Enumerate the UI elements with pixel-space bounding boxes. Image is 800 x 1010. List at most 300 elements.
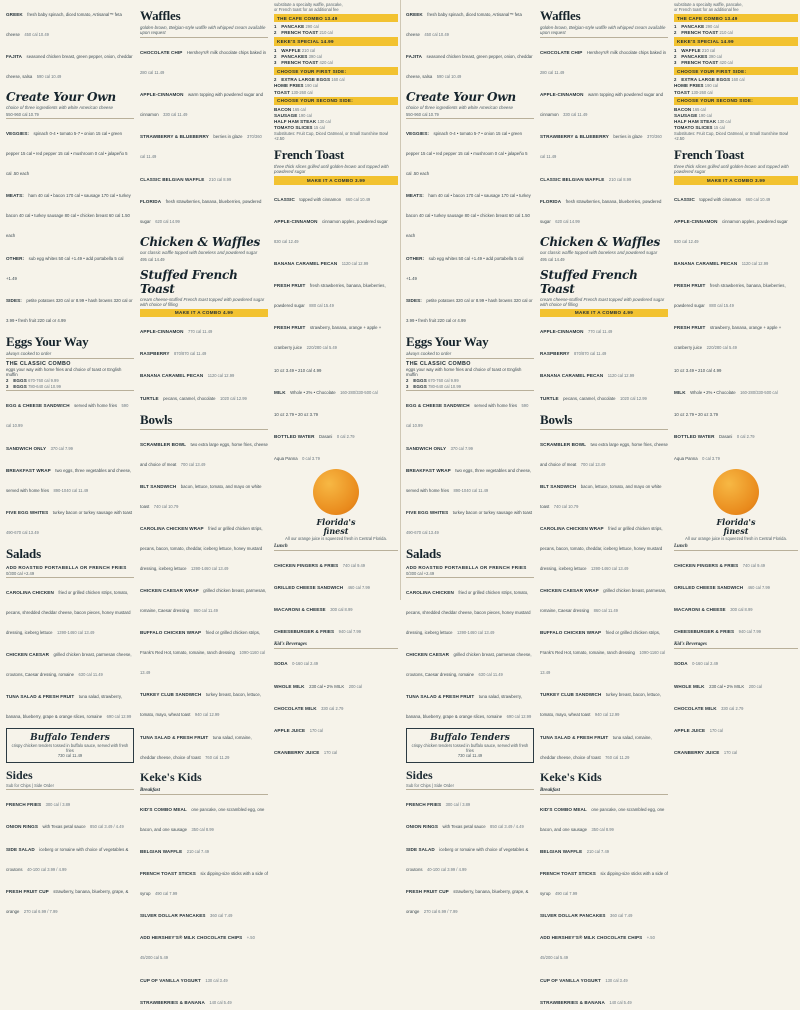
item-price: 590 cal 10.49	[36, 74, 62, 80]
top-item	[6, 44, 134, 84]
right-column-1	[406, 2, 534, 914]
item-name: STRAWBERRIES & BANANA	[140, 999, 205, 1005]
florida-line-1: Florida's	[716, 517, 756, 528]
item-desc: cinnamon apples, powdered sugar	[721, 218, 788, 224]
list-item	[674, 597, 798, 617]
option-label: FRENCH TOAST	[281, 59, 319, 65]
kids-breakfast-heading: Breakfast	[140, 787, 160, 793]
beverage-item	[674, 358, 798, 378]
item-price: 200 cal	[748, 683, 762, 689]
list-item	[540, 432, 668, 472]
option-cal: 190 cal	[304, 83, 318, 89]
item-desc: fresh baby spinach, diced tomato, Artisanal™ feta cheese	[6, 12, 122, 37]
french-toast-sub: three thick slices grilled until golden-brown and topped with powdered sugar	[274, 164, 389, 175]
item-name: STRAWBERRY & BLUEBERRY	[540, 134, 609, 140]
item-price: 0 cal 2.79	[736, 434, 755, 440]
item-name: CHOCOLATE CHIP	[140, 50, 183, 55]
option-cal: 130 cal	[317, 119, 331, 125]
option-cal: 390 cal	[308, 53, 322, 59]
option-label: EGGS	[13, 384, 27, 390]
option-number: 2	[6, 377, 9, 383]
florida-finest-badge	[674, 518, 798, 536]
item-name: BELGIAN WAFFLE	[540, 848, 583, 854]
cafe-combo-band: THE CAFE COMBO 13.49	[674, 14, 798, 22]
item-desc: bacon, lettuce, tomato, and mayo on white toast	[140, 483, 262, 509]
salads-sub: ADD ROASTED PORTABELLA OR FRENCH FRIES	[6, 564, 127, 570]
item-name: TUNA SALAD & FRESH FRUIT	[540, 734, 609, 740]
item-name: TUNA SALAD & FRESH FRUIT	[140, 734, 209, 740]
item-desc: with Texas petal sauce	[442, 824, 486, 830]
cyo-group	[6, 246, 134, 286]
stuffed-french-toast-sub: cream cheese-stuffed French toast topped with powdered sugar with choice of filling	[140, 296, 265, 307]
item-name: APPLE-CINNAMON	[140, 328, 184, 334]
bowls-title: Bowls	[540, 411, 573, 427]
sides-sub: Sub for Chips | Side Order	[406, 783, 454, 789]
florida-line-2: finest	[723, 526, 749, 537]
item-name: FRESH FRUIT	[274, 325, 306, 331]
list-item	[6, 684, 134, 724]
eggs-your-way-title: Eggs Your Way	[6, 333, 89, 349]
item-name: SILVER DOLLAR PANCAKES	[140, 913, 206, 919]
item-price: 830 cal 12.49	[674, 238, 699, 244]
item-price: 280 cal 11.49	[140, 70, 165, 75]
item-price: 940 cal 12.99	[194, 712, 220, 718]
list-item	[406, 792, 534, 812]
option-number: 1	[274, 24, 277, 30]
item-name: CLASSIC BELGIAN WAFFLE	[540, 176, 605, 182]
chicken-waffles-price: 495 cal 14.49	[140, 256, 165, 262]
item-name: BUFFALO CHICKEN WRAP	[540, 630, 602, 636]
item-name: BELGIAN WAFFLE	[140, 848, 183, 854]
item-desc: topped with cinnamon	[699, 196, 742, 202]
list-item	[674, 696, 798, 716]
substitute-note-1: substitute a specialty waffle, pancake,	[274, 2, 343, 7]
item-desc: grilled chicken breast, parmesan, romaine, Caesar dressing	[540, 588, 667, 614]
option-label: HOME FRIES	[674, 83, 704, 89]
substitute-note-2: or French toast for an additional fee	[674, 7, 739, 12]
group-label: VEGGIES:	[6, 131, 30, 137]
item-name: GREEK	[406, 12, 423, 17]
option-cal: 210 cal	[319, 30, 333, 36]
option-label: FRENCH TOAST	[281, 30, 319, 36]
item-price: 210 cal 8.99	[208, 176, 232, 182]
item-desc: fresh strawberries, banana, blueberries, powdered sugar	[540, 198, 662, 224]
item-price: 170 cal	[723, 750, 738, 756]
item-price: 1390-1460 cal 13.49	[457, 629, 495, 635]
list-item	[140, 925, 268, 965]
list-item	[6, 814, 134, 834]
list-item	[406, 814, 534, 834]
item-name: TURKEY CLUB SANDWICH	[140, 692, 202, 698]
item-name: CAROLINA CHICKEN	[6, 589, 54, 595]
item-desc: fried or grilled chicken strips, pecans, bacon, tomato, cheddar, iceberg lettuce, honey mustard dressing, iceberg lettuce	[540, 525, 663, 571]
item-name: APPLE JUICE	[274, 728, 306, 734]
option-cal: 290 cal	[305, 24, 319, 30]
item-name: SCRAMBLER BOWL	[540, 441, 587, 447]
beverage-item	[274, 315, 398, 355]
item-desc: served with home fries	[74, 403, 118, 409]
item-desc: strawberry, banana, orange + apple + cranberry juice	[674, 325, 782, 351]
beverage-item	[274, 446, 398, 466]
option-cal: 190 cal	[698, 112, 712, 118]
waffles-sub: golden-brown, Belgian-style waffle with whipped cream available upon request	[140, 25, 266, 35]
item-price: 660 cal 10.49	[745, 196, 771, 202]
french-toast-title: French Toast	[274, 147, 344, 163]
item-desc: fried or grilled chicken strips, pecans, bacon, tomato, cheddar, iceberg lettuce, honey mustard dressing, iceberg lettuce	[140, 525, 263, 571]
item-desc: two eggs, three vegetables and cheese, served with home fries	[406, 467, 532, 493]
item-price: 330 cal 11.49	[163, 112, 188, 118]
item-price: 760 cal 11.29	[205, 754, 230, 760]
option-label: TOAST	[674, 89, 690, 95]
item-price: 300 cal 8.99	[330, 607, 353, 613]
item-price: 1120 cal 12.99	[341, 261, 369, 266]
list-item	[674, 674, 798, 694]
group-label: VEGGIES:	[406, 131, 430, 137]
top-item	[6, 2, 134, 42]
cyo-group	[406, 246, 534, 286]
list-item	[140, 990, 268, 1010]
item-name: GRILLED CHEESE SANDWICH	[274, 585, 344, 591]
stuffed-french-toast-title: Stuffed French Toast	[140, 267, 238, 296]
side-footnote: Substitutes: Fruit Cup, Diced Oatmeal, or Small Sunshine Bowl +2.50	[674, 131, 789, 142]
combo-option	[6, 378, 134, 383]
classic-combo-title: THE CLASSIC COMBO	[406, 360, 471, 367]
item-name: APPLE-CINNAMON	[540, 92, 584, 98]
item-name: ADD HERSHEY'S® MILK CHOCOLATE CHIPS	[540, 935, 643, 941]
combo-option	[274, 48, 398, 53]
item-desc: berries in glaze	[613, 134, 643, 140]
item-price: +.50 45/200 cal 5.49	[140, 935, 255, 961]
first-side-band: CHOOSE YOUR FIRST SIDE:	[674, 67, 798, 75]
item-price: 1020 cal 12.99	[219, 395, 247, 401]
item-name: SIDE SALAD	[6, 846, 35, 852]
beverage-item	[674, 402, 798, 422]
item-desc: berries in glaze	[213, 134, 243, 140]
list-item	[540, 725, 668, 765]
cafe-combo-band: THE CAFE COMBO 13.49	[274, 14, 398, 22]
item-desc: grilled chicken breast, parmesan cheese, croutons, Caesar dressing, romaine	[406, 652, 532, 678]
side-footnote: Substitutes: Fruit Cup, Diced Oatmeal, or Small Sunshine Bowl +2.50	[274, 131, 389, 142]
list-item	[540, 386, 668, 406]
item-name: CHOCOLATE CHIP	[540, 50, 583, 55]
combo-option	[674, 30, 798, 35]
list-item	[540, 474, 668, 514]
option-cal: 290 cal	[705, 24, 719, 30]
florida-finest-badge	[274, 518, 398, 536]
item-desc: fresh baby spinach, diced tomato, Artisanal™ feta cheese	[406, 12, 522, 37]
item-name: CLASSIC	[274, 196, 295, 202]
item-name: CUP OF VANILLA YOGURT	[140, 977, 201, 983]
item-desc: fried or grilled chicken strips, tomato, pecans, shredded cheddar cheese, bacon pieces, honey mustard dressing, iceberg lettuce	[406, 589, 531, 635]
buffalo-tenders-feature	[406, 728, 534, 763]
create-your-own-price: 550-960 cal 10.79	[406, 112, 439, 118]
create-your-own-price: 550-960 cal 10.79	[6, 112, 39, 118]
item-desc: grilled chicken breast, parmesan, romaine, Caesar dressing	[140, 588, 267, 614]
item-name: FRESH FRUIT CUP	[406, 888, 449, 894]
divider	[674, 648, 798, 649]
list-item	[274, 740, 398, 760]
combo-option	[274, 30, 398, 35]
chicken-waffles-title: Chicken & Waffles	[540, 234, 661, 249]
divider	[540, 429, 668, 430]
option-label: HALF HAM STEAK	[674, 119, 717, 125]
option-cal: 165 cal	[292, 106, 306, 112]
list-item	[540, 839, 668, 859]
item-price: 1120 cal 12.99	[741, 261, 769, 266]
group-text: petite potatoes 320 cal or 8.99 • hash browns 320 cal or 3.99 • fresh fruit 220 cal or 4.99	[6, 297, 133, 323]
item-name: BOTTLED WATER	[674, 434, 715, 440]
item-price: 490 cal 7.99	[554, 891, 578, 896]
divider	[274, 648, 398, 649]
item-name: CHICKEN FINGERS & FRIES	[674, 562, 739, 568]
beverage-item	[274, 358, 398, 378]
option-label: EGGS	[413, 377, 427, 383]
item-price: 360 cal 7.49	[210, 913, 233, 919]
item-price: 140 cal 5.49	[609, 999, 632, 1005]
group-label: SIDES:	[406, 297, 422, 303]
buffalo-sub: crispy chicken tenders tossed in buffalo sauce, served with fresh fries	[411, 743, 529, 754]
list-item	[406, 642, 534, 682]
kekes-special-band: KEKE'S SPECIAL 14.99	[674, 37, 798, 45]
item-desc: fried or grilled chicken strips, Frank's Red Hot, tomato, romaine, ranch dressing	[540, 630, 661, 656]
chicken-waffles-sub: our classic waffle topped with boneless and powdered sugar	[140, 249, 258, 255]
list-item	[406, 837, 534, 877]
list-item	[6, 500, 134, 540]
group-text: ham 40 cal • bacon 170 cal • sausage 170 cal • turkey bacon 40 cal • turkey sausage 80 cal • chicken breast 60 cal 1.50 each	[6, 193, 131, 239]
list-item	[274, 696, 398, 716]
side-option	[674, 107, 798, 112]
list-item	[140, 839, 268, 859]
item-price: 40-100 cal 3.99 / 4.99	[426, 866, 467, 872]
item-name: FRENCH FRIES	[6, 802, 42, 808]
item-name: CHICKEN FINGERS & FRIES	[274, 562, 339, 568]
menu-half-right	[400, 0, 800, 1005]
option-cal: 420 cal	[319, 59, 333, 65]
option-label: BACON	[674, 106, 692, 112]
item-price: 620 cal 14.99	[155, 218, 180, 224]
side-option	[674, 119, 798, 124]
divider	[6, 577, 134, 578]
cyo-group	[406, 183, 534, 243]
option-number: 2	[674, 30, 677, 36]
item-price: 700 cal 13.49	[580, 461, 606, 467]
item-price: 890-1040 cal 11.49	[53, 487, 89, 493]
item-name: APPLE-CINNAMON	[274, 218, 318, 224]
item-desc: strawberry, banana, blueberry, grape, & orange	[406, 888, 529, 914]
left-column-1	[6, 2, 134, 914]
option-label: FRENCH TOAST	[681, 59, 719, 65]
item-name: STRAWBERRIES & BANANA	[540, 999, 605, 1005]
item-name: TURTLE	[540, 395, 559, 401]
item-price: 1120 cal 12.99	[607, 373, 635, 379]
item-price: 350 cal 8.99	[191, 826, 214, 832]
item-name: TUNA SALAD & FRESH FRUIT	[6, 694, 75, 700]
right-column-2	[540, 2, 668, 1005]
list-item	[140, 386, 268, 406]
item-name: FAJITA	[406, 54, 423, 60]
item-desc: pecans, caramel, chocolate	[563, 395, 616, 401]
list-item	[140, 82, 268, 122]
top-item	[406, 2, 534, 42]
list-item	[674, 273, 798, 313]
item-price: 0 cal 3.79	[302, 456, 320, 462]
item-desc: turkey bacon or turkey sausage with toast	[452, 509, 533, 515]
salads-title: Salads	[406, 545, 441, 561]
item-name: BLT SANDWICH	[140, 483, 177, 489]
option-label: TOMATO SLICES	[674, 125, 713, 131]
list-item	[274, 251, 398, 271]
item-price: 210 cal 8.99	[608, 176, 632, 182]
side-option	[274, 83, 398, 88]
beverage-item	[274, 380, 398, 400]
option-label: SAUSAGE	[674, 112, 698, 118]
option-cal: 190 cal	[704, 83, 718, 89]
item-price: 280 cal 11.49	[540, 70, 565, 75]
second-side-band: CHOOSE YOUR SECOND SIDE:	[274, 97, 398, 105]
list-item	[540, 82, 668, 122]
option-cal: 780-640 cal 10.99	[28, 384, 61, 390]
option-number: 3	[274, 59, 277, 65]
beverage-item	[674, 446, 798, 466]
group-text: petite potatoes 320 cal or 8.99 • hash browns 320 cal or 3.99 • fresh fruit 220 cal or 4.99	[406, 297, 533, 323]
list-item	[140, 620, 268, 680]
item-name: APPLE-CINNAMON	[674, 218, 718, 224]
option-label: PANCAKES	[281, 53, 308, 59]
item-price: 1090-1160 cal 13.49	[540, 650, 666, 676]
item-price: 460 cal 7.99	[347, 585, 370, 591]
chicken-waffles-sub: our classic waffle topped with boneless and powdered sugar	[540, 249, 658, 255]
group-label: OTHER:	[6, 255, 25, 261]
option-number: 2	[274, 77, 277, 83]
group-label: MEATS:	[406, 193, 424, 199]
option-number: 2	[274, 53, 277, 59]
kekes-special-band: KEKE'S SPECIAL 14.99	[274, 37, 398, 45]
item-desc: seasoned chicken breast, green pepper, onion, cheddar cheese, salsa	[406, 54, 533, 80]
list-item	[540, 861, 668, 901]
side-option	[674, 77, 798, 82]
item-desc: two extra large eggs, home fries, cheese and choice of meat	[140, 441, 268, 467]
option-cal: 15 cal	[713, 125, 725, 131]
item-price: 330 cal 11.49	[563, 112, 588, 118]
list-item	[6, 393, 134, 433]
item-desc: topped with cinnamon	[299, 196, 342, 202]
menu-half-left	[0, 0, 400, 1005]
florida-note: All our orange juice is squeezed fresh in Central Florida.	[685, 535, 787, 541]
option-cal: 160 cal	[331, 77, 345, 83]
option-label: FRENCH TOAST	[681, 30, 719, 36]
item-name: FLORIDA	[540, 198, 562, 204]
option-label: HALF HAM STEAK	[274, 119, 317, 125]
option-cal: 210 cal	[719, 30, 733, 36]
item-name: STRAWBERRY & BLUEBERRY	[140, 134, 209, 140]
item-name: APPLE-CINNAMON	[540, 328, 584, 334]
option-label: EGGS	[413, 384, 427, 390]
option-number: 2	[674, 77, 677, 83]
side-option	[274, 107, 398, 112]
list-item	[140, 167, 268, 187]
item-name: BLT SANDWICH	[540, 483, 577, 489]
item-name: CAROLINA CHICKEN WRAP	[140, 525, 204, 531]
stuffed-combo-band: MAKE IT A COMBO 4.99	[140, 309, 268, 317]
option-cal: 160 cal	[731, 77, 745, 83]
item-name: EGG & CHEESE SANDWICH	[406, 403, 470, 409]
item-price: 450 cal 10.49	[424, 32, 449, 37]
classic-combo-desc: eggs your way with home fries and choice of toast or English muffin	[406, 366, 522, 377]
list-item	[140, 797, 268, 837]
item-price: 1390-1460 cal 13.49	[191, 565, 229, 571]
item-name: MACARONI & CHEESE	[674, 607, 726, 613]
create-your-own-title: Create Your Own	[406, 90, 516, 105]
divider	[674, 550, 798, 551]
item-desc: pecans, caramel, chocolate	[163, 395, 216, 401]
item-desc: 10 oz 3.49 • 210 cal 4.99	[274, 367, 322, 373]
list-item	[274, 674, 398, 694]
divider	[540, 794, 668, 795]
item-price: 740 cal 10.79	[553, 503, 579, 509]
item-price: 0 cal 2.79	[336, 434, 355, 440]
item-desc: two extra large eggs, home fries, cheese and choice of meat	[540, 441, 668, 467]
item-desc: one pancake, one scrambled egg, one bacon, and one sausage	[540, 806, 665, 832]
item-price: 740 cal 10.79	[153, 503, 179, 509]
item-name: SODA	[274, 661, 288, 667]
list-item	[540, 40, 668, 80]
item-desc: tuna salad, strawberry, banana, blueberry, grape & orange slices, romaine	[406, 694, 522, 720]
group-label: MEATS:	[6, 193, 24, 199]
option-label: TOAST	[274, 89, 290, 95]
item-price: 870/870 cal 11.49	[574, 351, 607, 357]
stuffed-french-toast-sub: cream cheese-stuffed French toast topped with powdered sugar with choice of filling	[540, 296, 665, 307]
item-price: 1090-1160 cal 13.49	[140, 650, 266, 676]
item-price: 140 cal 5.49	[209, 999, 232, 1005]
item-price: 370/360 cal 11.49	[140, 134, 262, 160]
item-name: CHICKEN CAESAR WRAP	[540, 588, 599, 594]
divider	[406, 577, 534, 578]
option-number: 3	[674, 59, 677, 65]
item-desc: iceberg or romaine with choice of vegetables & croutons	[406, 846, 529, 872]
item-desc: warm topping with powdered sugar and cinnamon	[540, 92, 663, 118]
group-label: SIDES:	[6, 297, 22, 303]
create-your-own-title: Create Your Own	[6, 90, 116, 105]
substitute-note-1: substitute a specialty waffle, pancake,	[674, 2, 743, 7]
chicken-waffles-title: Chicken & Waffles	[140, 234, 261, 249]
side-option	[274, 125, 398, 130]
option-cal: 130-260 cal	[691, 89, 713, 95]
item-name: GREEK	[6, 12, 23, 17]
item-price: 160-280/330-500 cal	[740, 389, 778, 395]
item-desc: Dasani	[718, 434, 733, 440]
florida-note: All our orange juice is squeezed fresh in Central Florida.	[285, 535, 387, 541]
item-price: 270 cal 6.99 / 7.99	[423, 908, 458, 914]
french-toast-combo-band: MAKE IT A COMBO 3.99	[274, 176, 398, 184]
orange-illustration	[713, 469, 759, 515]
waffles-title: Waffles	[140, 8, 181, 23]
list-item	[674, 251, 798, 271]
create-your-own-sub: choice of three ingredients with white American cheese	[406, 105, 513, 111]
item-price: 850 cal 3.49 / 4.49	[90, 824, 124, 830]
florida-line-1: Florida's	[316, 517, 356, 528]
beverage-item	[674, 315, 798, 355]
item-name: BREAKFAST WRAP	[6, 467, 51, 473]
item-price: 490 cal 7.99	[154, 891, 178, 896]
waffles-sub: golden-brown, Belgian-style waffle with whipped cream available upon request	[540, 25, 666, 35]
item-desc: fresh strawberries, banana, blueberries, powdered sugar	[674, 283, 786, 309]
item-desc: cinnamon apples, powdered sugar	[321, 218, 388, 224]
item-desc: Aqua Panna	[674, 456, 698, 462]
item-name: CHOCOLATE MILK	[674, 705, 717, 711]
stuffed-french-toast-title: Stuffed French Toast	[540, 267, 638, 296]
list-item	[540, 682, 668, 722]
option-cal: 15 cal	[313, 125, 325, 131]
